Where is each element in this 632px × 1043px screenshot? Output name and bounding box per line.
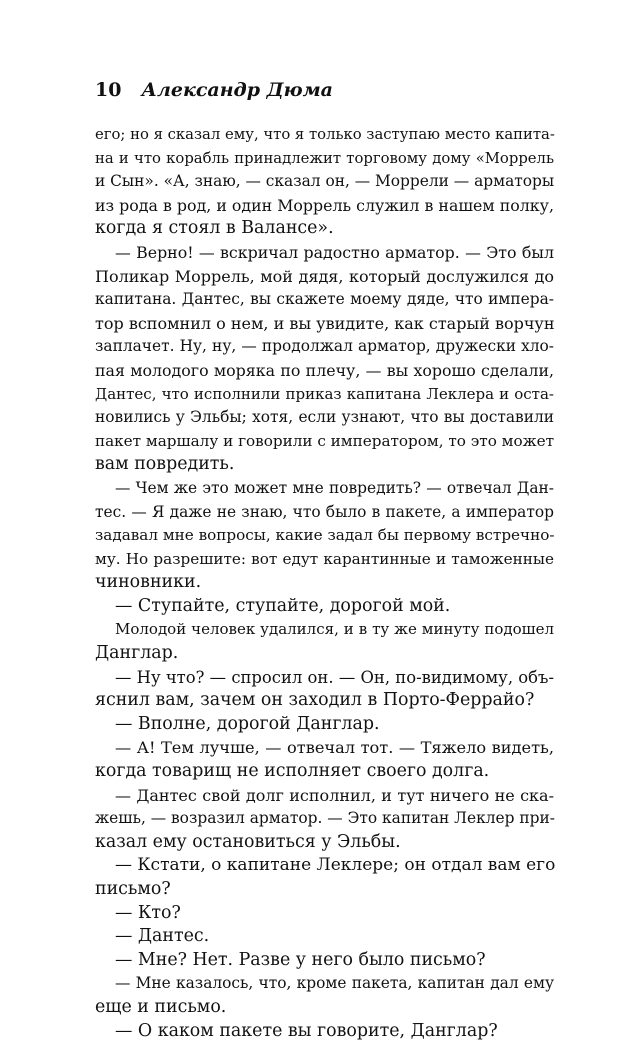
text-line: из рода в род, и один Моррель служил в нашем полку, (95, 195, 554, 215)
text-line: письмо? (95, 879, 171, 899)
body-text (95, 123, 554, 1043)
text-line: му. Но разрешите: вот едут карантинные и таможенные (95, 549, 554, 568)
text-line: — Мне казалось, что, кроме пакета, капитан дал ему (115, 974, 554, 993)
text-line: когда я стоял в Валансе». (95, 218, 334, 239)
text-line: Молодой человек удалился, и в ту же минуту подошел (115, 620, 554, 639)
text-line: его; но я сказал ему, что я только заступаю место капита- (95, 126, 555, 143)
text-line: еще и письмо. (95, 996, 227, 1017)
text-line: — Дантес. (115, 926, 210, 947)
text-line: тес. — Я даже не знаю, что было в пакете, а император (95, 502, 554, 521)
running-header (95, 78, 333, 102)
text-line: капитана. Дантес, вы скажете моему дяде, что импера- (95, 290, 554, 309)
page-number: 10 (95, 79, 122, 101)
text-line: чиновники. (95, 572, 202, 593)
text-line: пая молодого моряка по плечу, — вы хорошо сделали, (95, 360, 554, 380)
text-line: тор вспомнил о нем, и вы увидите, как старый ворчун (95, 313, 555, 333)
text-line: — А! Тем лучше, — отвечал тот. — Тяжело видеть, (115, 738, 554, 758)
text-line: новились у Эльбы; хотя, если узнают, что вы доставили (95, 408, 554, 427)
text-line: — Вполне, дорогой Данглар. (115, 713, 380, 734)
text-line: вам повредить. (95, 454, 235, 475)
text-line: пакет маршалу и говорили с императором, то это может (95, 431, 554, 450)
text-line: — Верно! — вскричал радостно арматор. — Это был (115, 242, 554, 262)
text-line: на и что корабль принадлежит торговому дому «Моррель (95, 149, 554, 167)
text-line: жешь, — возразил арматор. — Это капитан Леклер при- (95, 809, 555, 828)
text-line: — О каком пакете вы говорите, Данглар? (115, 1020, 498, 1041)
text-line: яснил вам, зачем он заходил в Порто-Феррайо? (95, 690, 535, 711)
text-line: заплачет. Ну, ну, — продолжал арматор, дружески хло- (95, 337, 554, 356)
text-line: — Чем же это может мне повредить? — отвечал Дан- (115, 478, 554, 497)
text-line: — Ну что? — спросил он. — Он, по-видимому, объ- (115, 667, 554, 687)
text-line: задавал мне вопросы, какие задал бы первому встречно- (95, 526, 555, 545)
text-line: — Кстати, о капитане Леклере; он отдал вам его (115, 855, 556, 876)
text-line: Поликар Моррель, мой дядя, который дослужился до (95, 266, 554, 286)
text-line: Дантес, что исполнили приказ капитана Леклера и оста- (95, 384, 554, 403)
text-line: — Кто? (115, 902, 181, 923)
text-line: казал ему остановиться у Эльбы. (95, 831, 401, 852)
text-line: — Ступайте, ступайте, дорогой мой. (115, 595, 451, 616)
text-line: когда товарищ не исполняет своего долга. (95, 761, 490, 782)
text-line: и Сын». «А, знаю, — сказал он, — Моррели — арматоры (95, 172, 555, 191)
text-line: — Дантес свой долг исполнил, и тут ничего не ска- (115, 785, 554, 805)
text-line: — Мне? Нет. Разве у него было письмо? (115, 949, 486, 970)
text-line: Данглар. (95, 643, 179, 664)
author-name: Александр Дюма (141, 79, 333, 101)
